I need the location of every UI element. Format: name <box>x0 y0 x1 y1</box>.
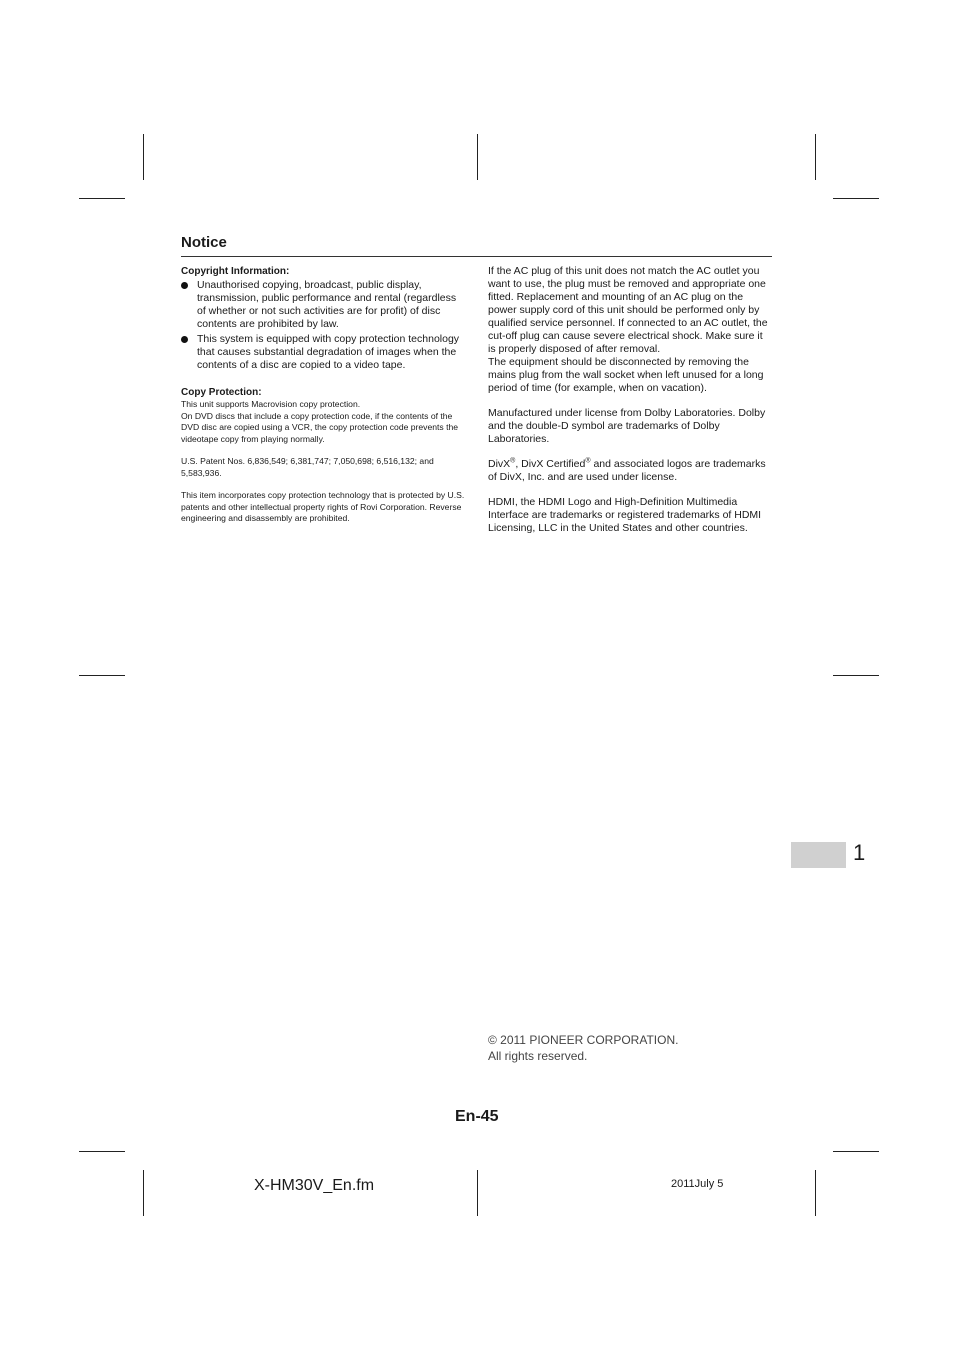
hdmi-text: HDMI, the HDMI Logo and High-Definition Multimedia Interface are trademarks or registered trademarks of HDMI Licensing, LLC in the United States and other countries. <box>488 496 762 534</box>
bullet-text: Unauthorised copying, broadcast, public display, transmission, public performance and rental (regardless of whether or not such activities are for profit) of disc contents are prohibited by law. <box>197 279 457 330</box>
bullet-icon <box>181 282 188 289</box>
macrovision-text: This unit supports Macrovision copy protection. <box>181 399 361 409</box>
crop-mark <box>833 675 879 676</box>
crop-mark <box>79 675 125 676</box>
bullet-item <box>181 333 465 372</box>
section-tab-number: 1 <box>853 840 866 865</box>
right-column <box>488 265 772 535</box>
crop-mark <box>815 134 816 180</box>
bullet-icon <box>181 336 188 343</box>
title-rule <box>181 256 772 257</box>
left-column <box>181 265 465 525</box>
disconnect-text: The equipment should be disconnected by removing the mains plug from the wall socket when left unused for a long period of time (for example, when on vacation). <box>488 356 764 394</box>
section-tab <box>791 842 846 868</box>
crop-mark <box>477 134 478 180</box>
crop-mark <box>79 1151 125 1152</box>
dolby-text: Manufactured under license from Dolby Laboratories. Dolby and the double-D symbol are trademarks of Dolby Laboratories. <box>488 407 766 445</box>
footer-filename: X-HM30V_En.fm <box>254 1177 375 1194</box>
rovi-text: This item incorporates copy protection technology that is protected by U.S. patents and other intellectual property rights of Rovi Corporation. Reverse engineering and disassembly are prohibited. <box>181 490 465 523</box>
bullet-text: This system is equipped with copy protection technology that causes substantial degradation of images when the contents of a disc are copied to a video tape. <box>197 333 460 371</box>
crop-mark <box>833 198 879 199</box>
crop-mark <box>477 1170 478 1216</box>
crop-mark <box>79 198 125 199</box>
copy-protection-heading: Copy Protection: <box>181 387 262 398</box>
bullet-item <box>181 279 465 331</box>
patent-text: U.S. Patent Nos. 6,836,549; 6,381,747; 7,050,698; 6,516,132; and 5,583,936. <box>181 456 434 478</box>
ac-plug-text: If the AC plug of this unit does not match the AC outlet you want to use, the plug must be removed and appropriate one fitted. Replacement and mounting of an AC plug on the power supply cord of this unit should be performed only by qualified service personnel. If connected to an AC outlet, the cut-off plug can cause severe electrical shock. Make sure it is properly disposed of after removal. <box>488 265 768 355</box>
footer-date: 2011July 5 <box>671 1178 724 1190</box>
crop-mark <box>833 1151 879 1152</box>
notice-title: Notice <box>181 234 227 251</box>
page-number: En-45 <box>455 1108 499 1125</box>
crop-mark <box>143 134 144 180</box>
crop-mark <box>143 1170 144 1216</box>
divx-text: DivX®, DivX Certified® and associated logos are trademarks of DivX, Inc. and are used under license. <box>488 457 766 483</box>
copyright-notice: © 2011 PIONEER CORPORATION. All rights reserved. <box>488 1033 679 1063</box>
dvd-copy-text: On DVD discs that include a copy protection code, if the contents of the DVD disc are copied using a VCR, the copy protection code prevents the videotape copy from playing normally. <box>181 410 459 444</box>
crop-mark <box>815 1170 816 1216</box>
copyright-info-heading: Copyright Information: <box>181 266 290 277</box>
